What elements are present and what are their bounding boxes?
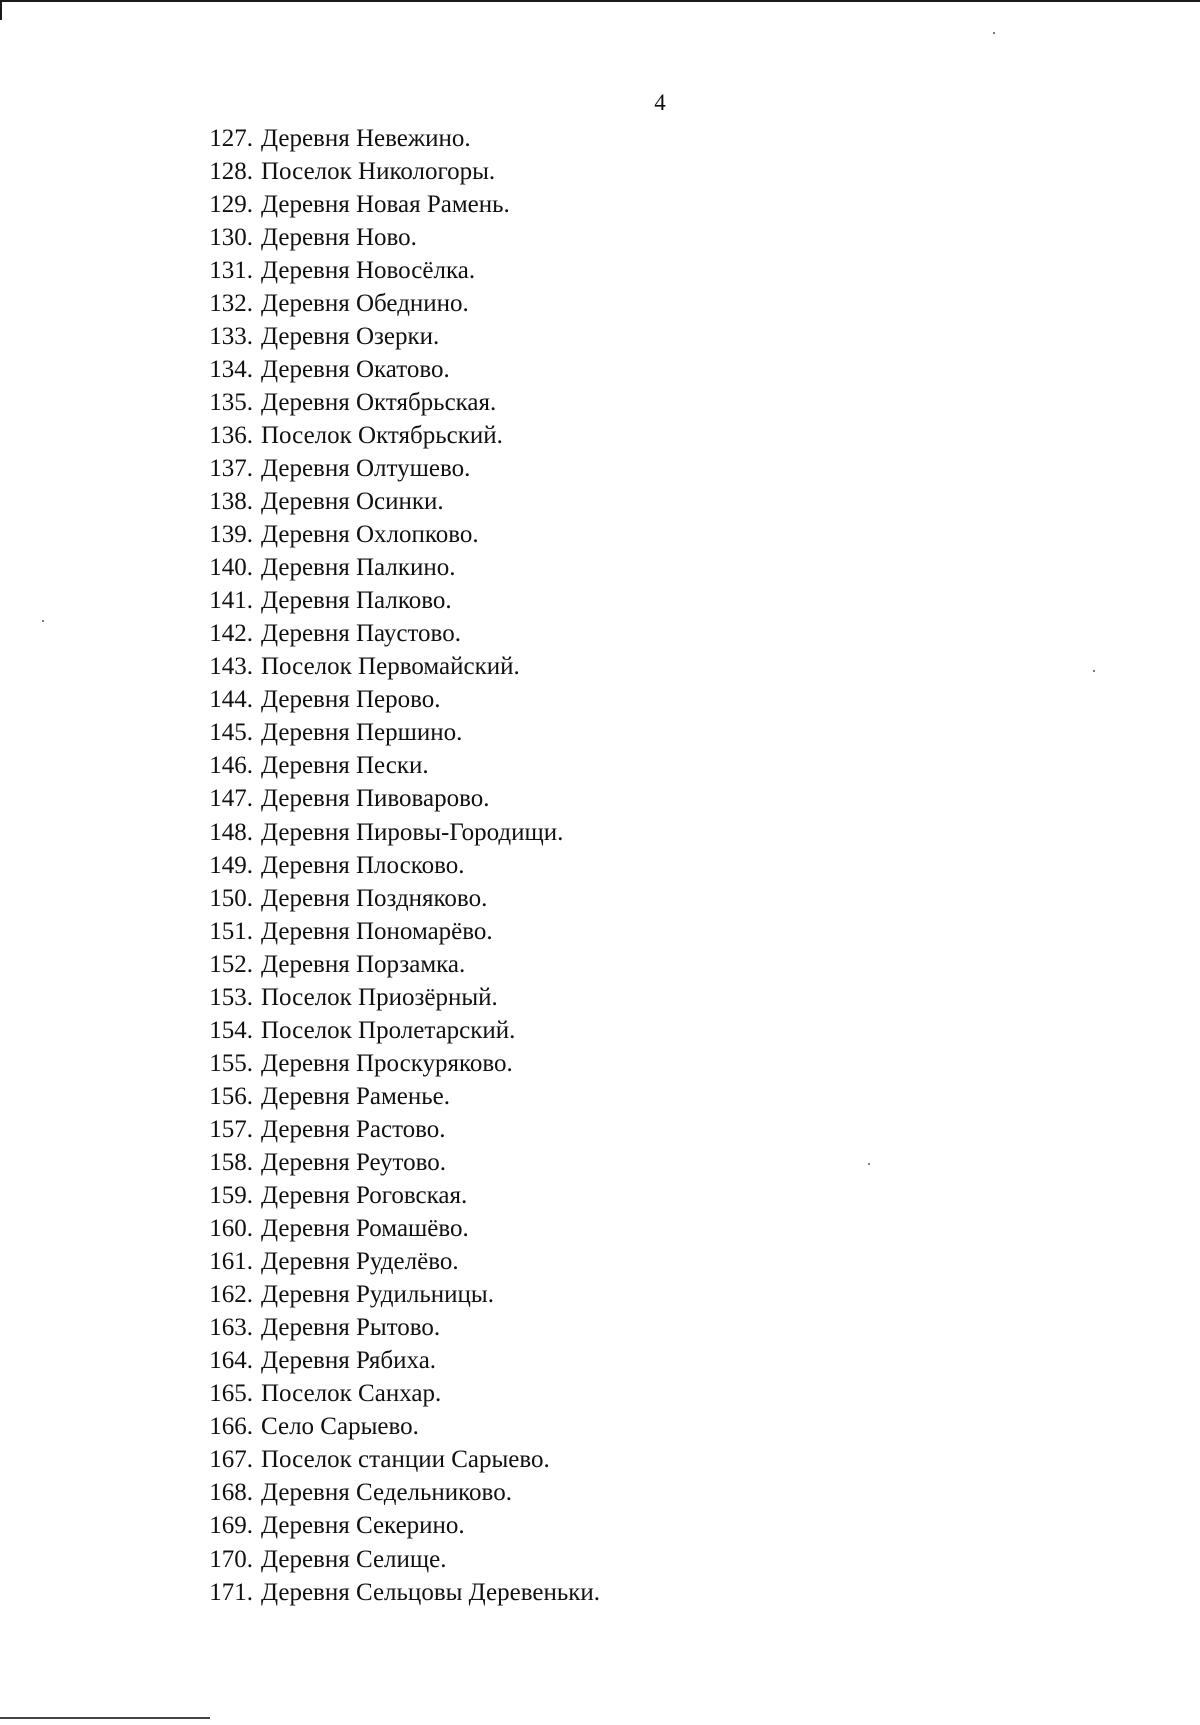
list-item	[186, 1510, 986, 1543]
list-item	[186, 221, 986, 254]
list-item	[186, 188, 986, 221]
list-item-text: Деревня Осинки.	[261, 488, 444, 516]
list-item-text: Село Сарыево.	[261, 1413, 419, 1441]
list-item	[186, 1411, 986, 1444]
list-item-text: Деревня Паустово.	[261, 620, 461, 648]
list-item-number: 164.	[209, 1347, 253, 1375]
list-item	[186, 353, 986, 386]
list-item-number: 151.	[209, 917, 253, 945]
list-item	[186, 320, 986, 353]
list-item	[186, 915, 986, 948]
list-item	[186, 783, 986, 816]
list-item-text: Деревня Роговская.	[261, 1182, 468, 1210]
list-item-text: Деревня Руделёво.	[261, 1248, 459, 1276]
scan-edge-top	[0, 0, 1200, 2]
list-item-number: 168.	[209, 1479, 253, 1507]
list-item	[186, 1279, 986, 1312]
list-item-number: 141.	[209, 587, 253, 615]
list-item-text: Деревня Рытово.	[261, 1314, 441, 1342]
list-item-text: Деревня Плосково.	[261, 851, 465, 879]
list-item-number: 169.	[209, 1512, 253, 1540]
list-item-text: Поселок станции Сарыево.	[261, 1446, 550, 1474]
list-item	[186, 419, 986, 452]
scan-speck	[993, 32, 995, 34]
list-item	[186, 1180, 986, 1213]
list-item-text: Деревня Ново.	[261, 223, 417, 251]
list-item	[186, 717, 986, 750]
list-item-number: 166.	[209, 1413, 253, 1441]
list-item	[186, 651, 986, 684]
list-item	[186, 618, 986, 651]
settlement-list	[186, 122, 986, 1609]
list-item-text: Деревня Сельцовы Деревеньки.	[261, 1578, 601, 1606]
list-item-text: Деревня Поздняково.	[261, 884, 488, 912]
list-item	[186, 1444, 986, 1477]
list-item	[186, 684, 986, 717]
list-item-number: 149.	[209, 851, 253, 879]
list-item-text: Деревня Перово.	[261, 686, 441, 714]
list-item-number: 153.	[209, 983, 253, 1011]
scan-speck	[42, 620, 44, 622]
list-item	[186, 1047, 986, 1080]
scan-edge-bottom	[0, 1717, 210, 1719]
list-item-number: 163.	[209, 1314, 253, 1342]
list-item-text: Поселок Первомайский.	[261, 653, 520, 681]
list-item-number: 171.	[209, 1578, 253, 1606]
list-item-number: 165.	[209, 1380, 253, 1408]
list-item	[186, 1312, 986, 1345]
list-item	[186, 882, 986, 915]
list-item-text: Деревня Новая Рамень.	[261, 190, 510, 218]
list-item-number: 145.	[209, 719, 253, 747]
scan-edge-corner	[0, 0, 2, 20]
list-item-number: 136.	[209, 421, 253, 449]
list-item	[186, 585, 986, 618]
list-item-text: Деревня Растово.	[261, 1115, 446, 1143]
list-item-number: 170.	[209, 1545, 253, 1573]
list-item-text: Деревня Секерино.	[261, 1512, 465, 1540]
list-item	[186, 1246, 986, 1279]
list-item-number: 137.	[209, 454, 253, 482]
list-item-number: 159.	[209, 1182, 253, 1210]
list-item-number: 146.	[209, 752, 253, 780]
list-item-text: Деревня Пивоварово.	[261, 785, 490, 813]
list-item-number: 142.	[209, 620, 253, 648]
page-number: 4	[654, 90, 666, 115]
list-item-text: Деревня Проскуряково.	[261, 1049, 513, 1077]
list-item-text: Поселок Октябрьский.	[261, 421, 503, 449]
list-item-number: 130.	[209, 223, 253, 251]
list-item-number: 161.	[209, 1248, 253, 1276]
list-item	[186, 981, 986, 1014]
list-item-text: Деревня Олтушево.	[261, 454, 471, 482]
list-item-text: Деревня Пономарёво.	[261, 917, 493, 945]
list-item-text: Деревня Першино.	[261, 719, 463, 747]
list-item-text: Деревня Порзамка.	[261, 950, 466, 978]
list-item-number: 158.	[209, 1148, 253, 1176]
list-item-number: 129.	[209, 190, 253, 218]
list-item-text: Деревня Селище.	[261, 1545, 447, 1573]
list-item	[186, 1213, 986, 1246]
list-item-text: Деревня Раменье.	[261, 1082, 451, 1110]
list-item	[186, 122, 986, 155]
scan-speck	[1093, 670, 1095, 672]
list-item-text: Поселок Санхар.	[261, 1380, 442, 1408]
list-item-text: Деревня Октябрьская.	[261, 388, 497, 416]
list-item-number: 133.	[209, 322, 253, 350]
list-item-number: 139.	[209, 521, 253, 549]
list-item-number: 134.	[209, 355, 253, 383]
list-item-text: Деревня Ромашёво.	[261, 1215, 469, 1243]
list-item-number: 143.	[209, 653, 253, 681]
list-item	[186, 155, 986, 188]
list-item-text: Деревня Обеднино.	[261, 289, 469, 317]
list-item	[186, 486, 986, 519]
list-item-number: 160.	[209, 1215, 253, 1243]
list-item	[186, 552, 986, 585]
list-item-number: 132.	[209, 289, 253, 317]
list-item	[186, 1543, 986, 1576]
list-item	[186, 948, 986, 981]
list-item-text: Деревня Рябиха.	[261, 1347, 437, 1375]
list-item	[186, 849, 986, 882]
list-item-text: Деревня Палкино.	[261, 554, 456, 582]
list-item-number: 154.	[209, 1016, 253, 1044]
list-item-text: Деревня Озерки.	[261, 322, 440, 350]
list-item	[186, 519, 986, 552]
list-item	[186, 287, 986, 320]
list-item-text: Деревня Палково.	[261, 587, 452, 615]
list-item-text: Деревня Новосёлка.	[261, 256, 476, 284]
list-item-text: Поселок Никологоры.	[261, 157, 496, 185]
list-item-number: 138.	[209, 488, 253, 516]
list-item-text: Деревня Реутово.	[261, 1148, 447, 1176]
list-item-number: 155.	[209, 1049, 253, 1077]
list-item-number: 135.	[209, 388, 253, 416]
list-item	[186, 254, 986, 287]
list-item-text: Поселок Пролетарский.	[261, 1016, 516, 1044]
list-item	[186, 452, 986, 485]
list-item	[186, 1014, 986, 1047]
list-item-number: 144.	[209, 686, 253, 714]
list-item-number: 152.	[209, 950, 253, 978]
list-item-number: 127.	[209, 124, 253, 152]
list-item-text: Деревня Рудильницы.	[261, 1281, 494, 1309]
list-item	[186, 1146, 986, 1179]
list-item	[186, 1113, 986, 1146]
list-item-text: Деревня Седельниково.	[261, 1479, 512, 1507]
list-item-number: 156.	[209, 1082, 253, 1110]
list-item-number: 148.	[209, 818, 253, 846]
list-item-number: 162.	[209, 1281, 253, 1309]
list-item	[186, 1576, 986, 1609]
list-item-text: Деревня Невежино.	[261, 124, 471, 152]
list-item	[186, 750, 986, 783]
list-item-text: Деревня Охлопково.	[261, 521, 479, 549]
list-item-number: 131.	[209, 256, 253, 284]
list-item-text: Поселок Приозёрный.	[261, 983, 498, 1011]
list-item-text: Деревня Пески.	[261, 752, 429, 780]
list-item-number: 128.	[209, 157, 253, 185]
list-item-text: Деревня Пировы-Городищи.	[261, 818, 564, 846]
list-item-text: Деревня Окатово.	[261, 355, 450, 383]
list-item-number: 167.	[209, 1446, 253, 1474]
list-item-number: 147.	[209, 785, 253, 813]
list-item-number: 157.	[209, 1115, 253, 1143]
list-item	[186, 1345, 986, 1378]
list-item	[186, 386, 986, 419]
list-item	[186, 1378, 986, 1411]
list-item	[186, 1477, 986, 1510]
list-item	[186, 1080, 986, 1113]
list-item	[186, 816, 986, 849]
list-item-number: 150.	[209, 884, 253, 912]
list-item-number: 140.	[209, 554, 253, 582]
